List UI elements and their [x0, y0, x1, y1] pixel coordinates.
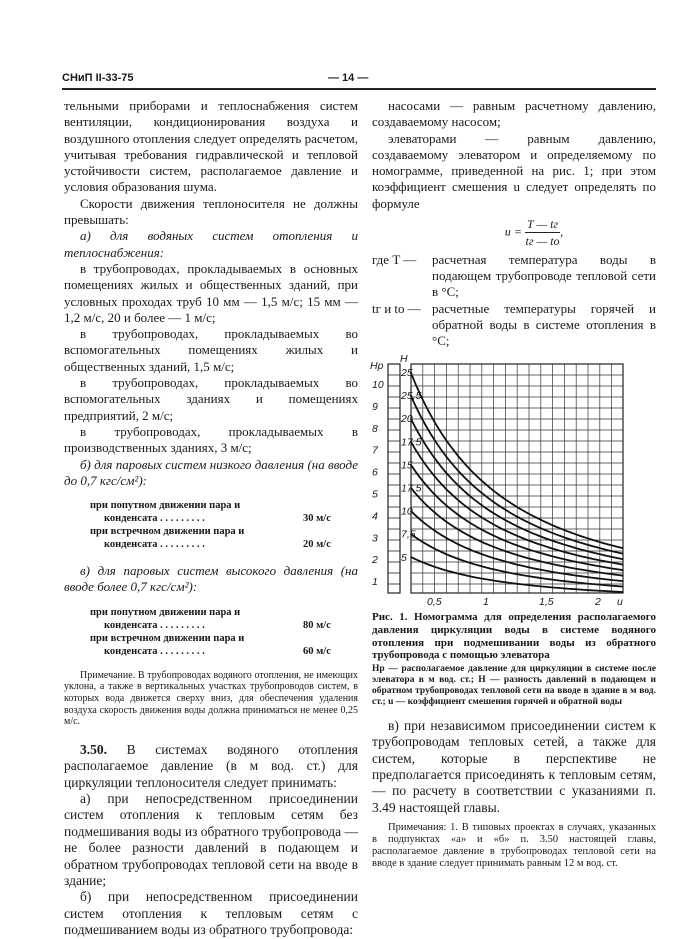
row-label: конденсата . . . . . . . . .	[104, 539, 205, 551]
curve-label: 10	[401, 506, 413, 519]
formula-denominator: tг — tо	[525, 234, 560, 249]
paragraph: в трубопроводах, прокладываемых в основных помещениях жилых и общественных зданий, при условных проходах труб 10 мм — 1,5 м/с; 15 мм — 1,2 м/с, 20 и более — 1 м/с;	[64, 260, 358, 325]
x-tick-label: 2	[595, 596, 601, 609]
curve-label: 17,5	[401, 482, 422, 495]
curve-label: 7,5	[401, 529, 416, 542]
row-value: 20 м/с	[303, 539, 331, 551]
hp-scale-column	[388, 364, 400, 593]
curve-label: 25,5	[401, 390, 422, 403]
definition-term: tг и tо —	[372, 300, 421, 316]
hp-tick-label: 2	[372, 554, 378, 567]
paragraph: а) при непосредственном присоединении систем отопления к тепловым сетям без подмешивания воды из обратного трубопровода — не более разности давлений в подающем и обратном трубопроводах тепловой сети на вводе в здание;	[64, 790, 358, 888]
row-label: конденсата . . . . . . . . .	[104, 645, 205, 657]
header-rule	[62, 88, 656, 90]
hp-tick-label: 8	[372, 423, 378, 436]
definition-term: где T —	[372, 251, 417, 267]
formula-tail: ,	[560, 224, 564, 239]
caption-title: Рис. 1. Номограмма для определения располагаемого давления циркуляции воды в системе водяного отопления при подмешивании воды из обратного трубопровода с помощью элеватора	[372, 611, 656, 662]
section-3-50	[64, 742, 358, 939]
section-number: 3.50.	[80, 741, 107, 757]
x-axis-label: u	[617, 596, 623, 609]
hp-tick-label: 6	[372, 467, 378, 480]
hp-tick-label: 9	[372, 401, 378, 414]
table-row	[90, 606, 345, 632]
note	[64, 670, 358, 728]
nomogram-chart	[360, 353, 640, 609]
paragraph: б) при непосредственном присоединении систем отопления к тепловым сетям с подмешиванием воды из обратного трубопровода:	[64, 889, 358, 938]
h-axis-label: H	[400, 353, 408, 366]
hp-tick-label: 7	[372, 445, 378, 458]
formula-numerator: T — tг	[525, 216, 560, 233]
definition-desc: расчетная температура воды в подающем трубопроводе тепловой сети в °С;	[432, 251, 656, 300]
definitions	[372, 252, 656, 350]
document-code: СНиП II-33-75	[62, 72, 134, 84]
definition-desc: расчетные температуры горячей и обратной воды в системе отопления в °С;	[432, 300, 656, 349]
hp-axis-label: Hр	[370, 360, 384, 373]
paragraph: элеваторами — равным давлению, создаваемому элеватором и определяемому по номограмме, приведенной на рис. 1; при этом коэффициент смешения u следует определять по формуле	[372, 130, 656, 211]
hp-tick-label: 5	[372, 488, 378, 501]
paragraph: в трубопроводах, прокладываемых во вспомогательных зданиях и помещениях предприятий, 2 м/с;	[64, 375, 358, 423]
table-row	[90, 499, 345, 525]
definition-row	[372, 252, 656, 301]
subheading: б) для паровых систем низкого давления (на вводе до 0,7 кгс/см²):	[64, 456, 358, 488]
hp-tick-label: 10	[372, 379, 384, 392]
row-label: конденсата . . . . . . . . .	[104, 513, 205, 525]
paragraph: Скорости движения теплоносителя не должны превышать:	[64, 195, 358, 228]
curve-label: 5	[401, 552, 407, 565]
subheading: а) для водяных систем отопления и теплоснабжения:	[64, 228, 358, 260]
table-row	[90, 525, 345, 551]
row-label: при попутном движении пара и	[90, 500, 241, 512]
formula-lhs: u =	[504, 224, 522, 239]
steam-high-table	[90, 606, 345, 658]
row-label: при встречном движении пара и	[90, 632, 245, 644]
table-row	[90, 632, 345, 658]
left-column	[64, 98, 358, 939]
x-tick-label: 0,5	[427, 596, 442, 609]
paragraph: в трубопроводах, прокладываемых во вспомогательных помещениях жилых и общественных зданий, 1,5 м/с;	[64, 326, 358, 374]
paragraph: насосами — равным расчетному давлению, создаваемому насосом;	[372, 98, 656, 130]
mixing-formula	[412, 216, 656, 250]
steam-low-table	[90, 499, 345, 551]
hp-tick-label: 3	[372, 532, 378, 545]
x-tick-label: 1	[483, 596, 489, 609]
note-text: Примечание. В трубопроводах водяного отопления, не имеющих уклона, а также в вертикальных участках трубопроводов систем, в которых вода движется сверху вниз, для обеспечения удаления воздуха скорость движения воды должна приниматься не менее 0,25 м/с.	[64, 669, 358, 728]
x-tick-label: 1,5	[539, 596, 554, 609]
figure-caption	[372, 611, 656, 707]
notes: Примечания: 1. В типовых проектах в случаях, указанных в подпунктах «а» и «б» п. 3.50 настоящей главы, располагаемое давление в трубопроводах тепловой сети на вводе в здание следует принимать равным 12 м вод. ст.	[372, 822, 656, 870]
row-value: 80 м/с	[303, 619, 331, 631]
hp-tick-label: 1	[372, 576, 378, 589]
section-text: В системах водяного отопления располагаемое давление (в м вод. ст.) для циркуляции теплоносителя следует принимать:	[64, 741, 359, 790]
subheading: в) для паровых систем высокого давления (на вводе более 0,7 кгс/см²):	[64, 563, 358, 595]
curve-label: 20	[401, 413, 413, 426]
row-value: 30 м/с	[303, 513, 331, 525]
paragraph: в трубопроводах, прокладываемых в производственных зданиях, 3 м/с;	[64, 423, 358, 456]
page-number: — 14 —	[328, 72, 369, 84]
curve-label: 15	[401, 459, 413, 472]
right-column	[372, 98, 656, 870]
curve-label: 17,5	[401, 436, 422, 449]
curve-label: 25	[401, 367, 413, 380]
row-label: при попутном движении пара и	[90, 606, 241, 618]
definition-row	[372, 301, 656, 350]
paragraph: тельными приборами и теплоснабжения систем вентиляции, кондиционирования воздуха и воздушного отопления следует определять расчетом, учитывая требования гидравлической и тепловой устойчивости систем, располагаемое давление и условия образования шума.	[64, 98, 358, 195]
row-label: при встречном движении пара и	[90, 526, 245, 538]
caption-legend: Hр — располагаемое давление для циркуляции в системе после элеватора в м вод. ст.; H — разность давлений в подающем и обратном трубопроводах тепловой сети на вводе в здание в м вод. ст.; u — коэффициент смешения горячей и обратной воды	[372, 663, 656, 707]
row-value: 60 м/с	[303, 645, 331, 657]
hp-tick-label: 4	[372, 510, 378, 523]
paragraph-v: в) при независимом присоединении систем к трубопроводам тепловых сетей, а также для систем, которые в перспективе не предполагается присоединять к тепловым сетям, — по расчету в соответствии с указаниями п. 3.49 настоящей главы.	[372, 717, 656, 815]
row-label: конденсата . . . . . . . . .	[104, 619, 205, 631]
